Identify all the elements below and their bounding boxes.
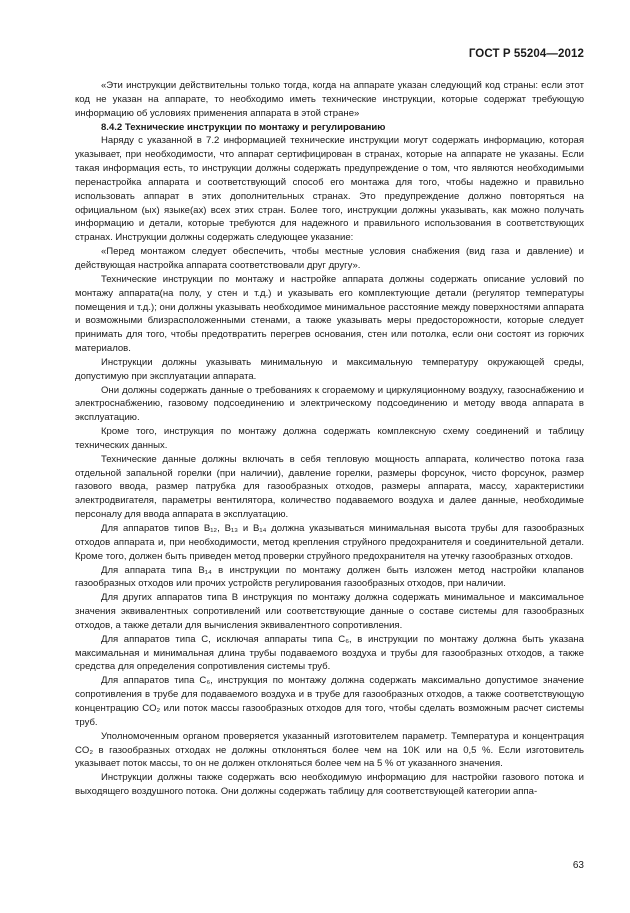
body-paragraph: Для аппарата типа B₁₄ в инструкции по монтажу должен быть изложен метод настройки клапанов газообразных отходов или прочих устройств регулирования газообразных отходов, при наличии. — [75, 564, 584, 590]
body-paragraph: Для аппаратов типов B₁₂, B₁₃ и B₁₄ должна указываться минимальная высота трубы для газообразных отходов аппарата и, при необходимости, метод крепления струйного предохранителя и соединительной детали. Кроме того, должен быть приведен метод проверки струйного предохранителя на утечку газообразных отходов. — [75, 523, 584, 562]
body-paragraph: Уполномоченным органом проверяется указанный изготовителем параметр. Температура и концентрация CO₂ в газообразных отходах не должны отклоняться более чем на 10K или на 0,5 %. Если изготовитель указывает поток массы, то он не должен отклоняться более чем на 5 % от указанного значения. — [75, 730, 584, 770]
body-paragraph: Они должны содержать данные о требованиях к сгораемому и циркуляционному воздуху, газоснабжению и электроснабжению, газовому подсоединению и электрическому подсоединению и методу ввода аппарата в эксплуатацию. — [75, 384, 584, 424]
body-paragraph: Кроме того, инструкция по монтажу должна содержать комплексную схему соединений и таблицу технических данных. — [75, 426, 584, 451]
quote-paragraph: «Эти инструкции действительны только тогда, когда на аппарате указан следующий код страны: если этот код не указан на аппарате, то необходимо иметь технические инструкции, которые содержат требующую информацию об условиях применения аппарата в этой стране» — [75, 80, 584, 119]
body-paragraph: Для аппаратов типа C, исключая аппараты типа C₆, в инструкции по монтажу должна быть указана максимальная и минимальная длина трубы подаваемого воздуха и трубы для газообразных отходов, а также средства для определения сопротивления системы труб. — [75, 633, 584, 673]
body-paragraph: Инструкции должны указывать минимальную и максимальную температуру окружающей среды, допустимую при эксплуатации аппарата. — [75, 356, 584, 382]
body-paragraph: Технические данные должны включать в себя тепловую мощность аппарата, количество потока газа отдельной запальной горелки (при наличии), давление горелки, размеры форсунок, чисто форсунок, размер газового ввода, размер патрубка для газообразных отходов, размеры аппарата, массу, характеристики электродвигателя, параметры вентилятора, количество подаваемого воздуха и далее данные, необходимые персоналу для ввода аппарата в эксплуатацию. — [75, 453, 584, 521]
body-paragraph: Для других аппаратов типа B инструкция по монтажу должна содержать минимальное и максимальное значения эквивалентных сопротивлений или соответствующие данные о составе системы для газообразных отходов, а также детали для вычисления эквивалентного сопротивления. — [75, 592, 584, 631]
body-paragraph: Инструкции должны также содержать всю необходимую информацию для настройки газового потока и выходящего воздушного потока. Они должны содержать таблицу для соответствующей категории аппа- — [75, 772, 584, 798]
body-paragraph: Технические инструкции по монтажу и настройке аппарата должны содержать описание условий по монтажу аппарата(на полу, у стен и т.д.) и указывать его комплектующие детали (регулятор температуры помещения и т.д.); они должны указывать необходимое минимальное расстояние между поверхностями аппарата и возможными близрасположенными стенами, а также указывать меры предосторожности, которые следует принимать для того, чтобы предотвратить перегрев основания, стен или потолка, если они состоят из горючих материалов. — [75, 273, 584, 355]
body-paragraph: Наряду с указанной в 7.2 информацией технические инструкции могут содержать информацию, которая указывает, при необходимости, что аппарат сертифицирован в странах, которые на аппарате не указаны. Если такая информация есть, то инструкции должны содержать предупреждение о том, что являются необходимыми перенастройка аппарата и соответствующий способ его монтажа для того, чтобы надежно и правильно использовать аппарат в этих дополнительных странах. Это предупреждение должно повторяться на официальном (ых) языке(ах) всех этих стран. Более того, инструкции должны указывать, как можно получать информацию и детали, которые требуются для надежного и правильного использования в соответствующих странах. Инструкции должны содержать следующее указание: — [75, 135, 584, 244]
document-body — [75, 79, 584, 799]
standard-header: ГОСТ Р 55204—2012 — [468, 48, 584, 60]
quote-paragraph: «Перед монтажом следует обеспечить, чтобы местные условия снабжения (вид газа и давление) и действующая настройка аппарата соответствовали друг другу». — [75, 246, 584, 271]
section-heading: 8.4.2 Технические инструкции по монтажу и регулированию — [101, 121, 386, 133]
body-paragraph: Для аппаратов типа C₆, инструкция по монтажу должна содержать максимально допустимое значение сопротивления в трубе для подаваемого воздуха и в трубе для газообразных отходов, а также соответствующую концентрацию CO₂ или поток массы газообразных отходов для того, чтобы сделать возможным расчет системы труб. — [75, 675, 584, 728]
page-number: 63 — [572, 860, 584, 871]
